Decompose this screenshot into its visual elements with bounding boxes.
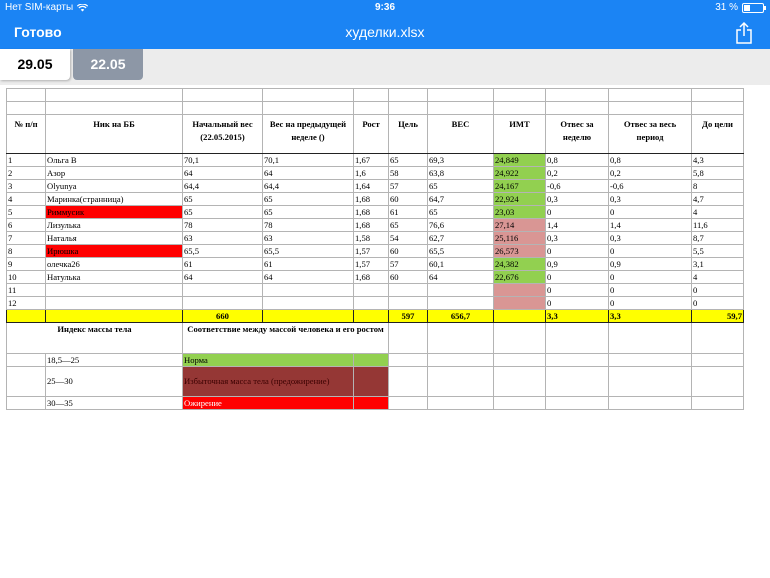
cell-bmi[interactable]: 24,167 xyxy=(494,180,546,193)
cell-goal[interactable]: 65 xyxy=(389,219,428,232)
cell-week[interactable]: 0,3 xyxy=(546,232,609,245)
cell-start[interactable]: 61 xyxy=(183,258,263,271)
table-row xyxy=(7,180,744,193)
cell-height[interactable]: 1,64 xyxy=(354,180,389,193)
empty-cell[interactable] xyxy=(609,323,692,354)
legend-color-fill[interactable] xyxy=(354,397,389,410)
table-row xyxy=(7,271,744,284)
cell-prev[interactable]: 64 xyxy=(263,271,354,284)
cell-week[interactable]: 0,8 xyxy=(546,154,609,167)
col-header-height: Рост xyxy=(354,115,389,154)
cell-prev[interactable]: 64,4 xyxy=(263,180,354,193)
col-header-goal: Цель xyxy=(389,115,428,154)
cell-height[interactable]: 1,6 xyxy=(354,167,389,180)
col-header-nick: Ник на ББ xyxy=(46,115,183,154)
cell-week[interactable]: 0,2 xyxy=(546,167,609,180)
empty-cell[interactable] xyxy=(546,397,609,410)
cell-to_goal[interactable]: 0 xyxy=(692,297,744,310)
empty-cell[interactable] xyxy=(546,323,609,354)
total-start[interactable]: 660 xyxy=(183,310,263,323)
cell-start[interactable]: 64 xyxy=(183,271,263,284)
cell-num[interactable]: 12 xyxy=(7,297,46,310)
cell-goal[interactable] xyxy=(389,284,428,297)
cell-start[interactable]: 64 xyxy=(183,167,263,180)
total-to_goal[interactable]: 59,7 xyxy=(692,310,744,323)
cell-weight[interactable]: 65,5 xyxy=(428,245,494,258)
cell-nick[interactable]: Натулька xyxy=(46,271,183,284)
cell-bmi[interactable]: 24,922 xyxy=(494,167,546,180)
empty-cell[interactable] xyxy=(692,354,744,367)
legend-range-value[interactable]: 18,5—25 xyxy=(46,354,183,367)
cell-start[interactable] xyxy=(183,284,263,297)
sheet-tab-29-05[interactable]: 29.05 xyxy=(0,49,70,80)
cell-num[interactable]: 11 xyxy=(7,284,46,297)
share-icon xyxy=(733,21,755,45)
cell-nick[interactable] xyxy=(46,297,183,310)
total-bmi[interactable] xyxy=(494,310,546,323)
cell-goal[interactable]: 57 xyxy=(389,180,428,193)
cell-total[interactable]: 0,3 xyxy=(609,193,692,206)
cell-prev[interactable]: 64 xyxy=(263,167,354,180)
cell-total[interactable]: 0 xyxy=(609,284,692,297)
col-header-num: № п/п xyxy=(7,115,46,154)
cell-prev[interactable] xyxy=(263,297,354,310)
battery-status xyxy=(715,2,764,13)
cell-start[interactable]: 78 xyxy=(183,219,263,232)
cell-to_goal[interactable]: 4 xyxy=(692,271,744,284)
cell-total[interactable]: 0 xyxy=(609,271,692,284)
cell-weight[interactable] xyxy=(428,297,494,310)
header-row xyxy=(7,115,744,154)
table-row xyxy=(7,245,744,258)
empty-cell[interactable] xyxy=(494,354,546,367)
cell-prev[interactable]: 65,5 xyxy=(263,245,354,258)
cell-num[interactable]: 3 xyxy=(7,180,46,193)
legend-row xyxy=(7,367,744,397)
status-bar xyxy=(0,0,770,17)
empty-cell[interactable] xyxy=(546,367,609,397)
total-week[interactable]: 3,3 xyxy=(546,310,609,323)
legend-row xyxy=(7,397,744,410)
battery-icon xyxy=(742,3,764,13)
cell-week[interactable]: 0,9 xyxy=(546,258,609,271)
legend-color-fill[interactable] xyxy=(354,367,389,397)
cell-height[interactable]: 1,68 xyxy=(354,219,389,232)
legend-corr-title[interactable]: Соответствие между массой человека и его ростом xyxy=(183,323,389,354)
cell-total[interactable]: 0 xyxy=(609,297,692,310)
cell-week[interactable]: -0,6 xyxy=(546,180,609,193)
sheet-tab-22-05[interactable]: 22.05 xyxy=(73,49,143,80)
cell-prev[interactable]: 61 xyxy=(263,258,354,271)
empty-cell[interactable] xyxy=(494,367,546,397)
cell-start[interactable] xyxy=(183,297,263,310)
cell-goal[interactable] xyxy=(389,297,428,310)
cell-weight[interactable]: 69,3 xyxy=(428,154,494,167)
cell-weight[interactable]: 60,1 xyxy=(428,258,494,271)
cell-height[interactable] xyxy=(354,284,389,297)
total-prev[interactable] xyxy=(263,310,354,323)
empty-cell[interactable] xyxy=(692,367,744,397)
cell-bmi[interactable]: 22,924 xyxy=(494,193,546,206)
nav-bar xyxy=(0,17,770,49)
cell-weight[interactable]: 65 xyxy=(428,180,494,193)
cell-to_goal[interactable]: 4,3 xyxy=(692,154,744,167)
cell-num[interactable]: 9 xyxy=(7,258,46,271)
cell-bmi[interactable] xyxy=(494,284,546,297)
cell-goal[interactable]: 58 xyxy=(389,167,428,180)
cell-nick[interactable]: олечка26 xyxy=(46,258,183,271)
cell-nick[interactable]: Ирюшка xyxy=(46,245,183,258)
legend-label[interactable]: Ожирение xyxy=(183,397,354,410)
cell-height[interactable]: 1,57 xyxy=(354,245,389,258)
cell-to_goal[interactable]: 5,8 xyxy=(692,167,744,180)
table-row xyxy=(7,284,744,297)
legend-label[interactable]: Норма xyxy=(183,354,354,367)
empty-cell[interactable] xyxy=(609,354,692,367)
cell-bmi[interactable]: 22,676 xyxy=(494,271,546,284)
cell-height[interactable]: 1,68 xyxy=(354,271,389,284)
cell-nick[interactable]: Азор xyxy=(46,167,183,180)
table-row xyxy=(7,258,744,271)
cell-to_goal[interactable]: 8 xyxy=(692,180,744,193)
cell-start[interactable]: 65 xyxy=(183,206,263,219)
document-title: худелки.xlsx xyxy=(345,24,425,40)
table-row xyxy=(7,219,744,232)
cell-nick[interactable]: Ольга В xyxy=(46,154,183,167)
col-header-start-weight: Начальный вес (22.05.2015) xyxy=(183,115,263,154)
empty-row xyxy=(7,89,744,102)
col-header-bmi: ИМТ xyxy=(494,115,546,154)
table-row xyxy=(7,193,744,206)
cell-week[interactable]: 0 xyxy=(546,271,609,284)
cell-weight[interactable]: 76,6 xyxy=(428,219,494,232)
col-header-total-loss: Отвес за весь период xyxy=(609,115,692,154)
cell-goal[interactable]: 61 xyxy=(389,206,428,219)
empty-cell[interactable] xyxy=(428,397,494,410)
legend-header-row xyxy=(7,323,744,354)
cell-prev[interactable]: 63 xyxy=(263,232,354,245)
total-nick[interactable] xyxy=(46,310,183,323)
cell-week[interactable]: 0,3 xyxy=(546,193,609,206)
col-header-weight: ВЕС xyxy=(428,115,494,154)
cell-num[interactable]: 10 xyxy=(7,271,46,284)
cell-bmi[interactable]: 27,14 xyxy=(494,219,546,232)
cell-goal[interactable]: 65 xyxy=(389,154,428,167)
empty-cell[interactable] xyxy=(389,323,428,354)
total-height[interactable] xyxy=(354,310,389,323)
cell-weight[interactable]: 62,7 xyxy=(428,232,494,245)
table-row xyxy=(7,167,744,180)
legend-color-fill[interactable] xyxy=(354,354,389,367)
cell-to_goal[interactable]: 0 xyxy=(692,284,744,297)
cell-num[interactable]: 7 xyxy=(7,232,46,245)
cell-nick[interactable]: Наталья xyxy=(46,232,183,245)
empty-cell[interactable] xyxy=(494,397,546,410)
cell-to_goal[interactable]: 4 xyxy=(692,206,744,219)
cell-height[interactable]: 1,58 xyxy=(354,232,389,245)
table-row xyxy=(7,297,744,310)
cell-to_goal[interactable]: 3,1 xyxy=(692,258,744,271)
col-header-to-goal: До цели xyxy=(692,115,744,154)
empty-cell[interactable] xyxy=(428,323,494,354)
cell-total[interactable]: 0,3 xyxy=(609,232,692,245)
legend-range[interactable] xyxy=(7,397,46,410)
cell-week[interactable]: 0 xyxy=(546,284,609,297)
cell-num[interactable]: 4 xyxy=(7,193,46,206)
cell-num[interactable]: 1 xyxy=(7,154,46,167)
cell-prev[interactable]: 65 xyxy=(263,206,354,219)
cell-num[interactable]: 6 xyxy=(7,219,46,232)
cell-weight[interactable]: 63,8 xyxy=(428,167,494,180)
cell-week[interactable]: 0 xyxy=(546,245,609,258)
cell-week[interactable]: 0 xyxy=(546,297,609,310)
cell-nick[interactable]: Риммусик xyxy=(46,206,183,219)
battery-fill xyxy=(744,5,750,11)
cell-start[interactable]: 65 xyxy=(183,193,263,206)
cell-total[interactable]: 1,4 xyxy=(609,219,692,232)
done-button[interactable]: Готово xyxy=(14,24,62,40)
empty-cell[interactable] xyxy=(389,397,428,410)
cell-weight[interactable]: 64,7 xyxy=(428,193,494,206)
cell-start[interactable]: 65,5 xyxy=(183,245,263,258)
clock: 9:36 xyxy=(374,2,395,13)
sheet-tab-bar xyxy=(0,49,770,85)
cell-start[interactable]: 64,4 xyxy=(183,180,263,193)
cell-prev[interactable] xyxy=(263,284,354,297)
cell-total[interactable]: 0,8 xyxy=(609,154,692,167)
cell-goal[interactable]: 60 xyxy=(389,245,428,258)
empty-cell[interactable] xyxy=(428,367,494,397)
cell-height[interactable]: 1,68 xyxy=(354,206,389,219)
spreadsheet xyxy=(6,88,744,410)
cell-weight[interactable] xyxy=(428,284,494,297)
cell-week[interactable]: 1,4 xyxy=(546,219,609,232)
cell-bmi[interactable]: 24,382 xyxy=(494,258,546,271)
cell-weight[interactable]: 64 xyxy=(428,271,494,284)
empty-cell[interactable] xyxy=(428,354,494,367)
cell-total[interactable]: 0,2 xyxy=(609,167,692,180)
cell-total[interactable]: 0 xyxy=(609,245,692,258)
table-row xyxy=(7,154,744,167)
cell-nick[interactable]: Лизулька xyxy=(46,219,183,232)
empty-row xyxy=(7,102,744,115)
data-table xyxy=(6,88,744,410)
empty-cell[interactable] xyxy=(546,354,609,367)
legend-range-value[interactable]: 25—30 xyxy=(46,367,183,397)
cell-bmi[interactable]: 26,573 xyxy=(494,245,546,258)
cell-goal[interactable]: 60 xyxy=(389,193,428,206)
cell-week[interactable]: 0 xyxy=(546,206,609,219)
total-goal[interactable]: 597 xyxy=(389,310,428,323)
cell-height[interactable]: 1,57 xyxy=(354,258,389,271)
cell-num[interactable]: 8 xyxy=(7,245,46,258)
cell-bmi[interactable]: 24,849 xyxy=(494,154,546,167)
cell-nick[interactable]: Маринка(странница) xyxy=(46,193,183,206)
cell-to_goal[interactable]: 4,7 xyxy=(692,193,744,206)
cell-nick[interactable] xyxy=(46,284,183,297)
cell-num[interactable]: 5 xyxy=(7,206,46,219)
col-header-prev-weight: Вес на предыдущей неделе () xyxy=(263,115,354,154)
cell-weight[interactable]: 65 xyxy=(428,206,494,219)
cell-start[interactable]: 70,1 xyxy=(183,154,263,167)
col-header-week-loss: Отвес за неделю xyxy=(546,115,609,154)
cell-total[interactable]: -0,6 xyxy=(609,180,692,193)
table-row xyxy=(7,232,744,245)
empty-cell[interactable] xyxy=(692,397,744,410)
empty-cell[interactable] xyxy=(389,367,428,397)
cell-prev[interactable]: 78 xyxy=(263,219,354,232)
cell-height[interactable]: 1,67 xyxy=(354,154,389,167)
legend-range-value[interactable]: 30—35 xyxy=(46,397,183,410)
cell-to_goal[interactable]: 11,6 xyxy=(692,219,744,232)
cell-prev[interactable]: 65 xyxy=(263,193,354,206)
battery-percent: 31 % xyxy=(715,2,738,13)
cell-total[interactable]: 0,9 xyxy=(609,258,692,271)
cell-prev[interactable]: 70,1 xyxy=(263,154,354,167)
cell-height[interactable] xyxy=(354,297,389,310)
total-total[interactable]: 3,3 xyxy=(609,310,692,323)
total-num[interactable] xyxy=(7,310,46,323)
legend-range[interactable] xyxy=(7,354,46,367)
total-weight[interactable]: 656,7 xyxy=(428,310,494,323)
cell-to_goal[interactable]: 5,5 xyxy=(692,245,744,258)
cell-bmi[interactable]: 25,116 xyxy=(494,232,546,245)
legend-index-title[interactable]: Индекс массы тела xyxy=(7,323,183,354)
cell-total[interactable]: 0 xyxy=(609,206,692,219)
empty-cell[interactable] xyxy=(389,354,428,367)
carrier-label: Нет SIM-карты xyxy=(5,2,74,13)
empty-cell[interactable] xyxy=(494,323,546,354)
cell-num[interactable]: 2 xyxy=(7,167,46,180)
cell-height[interactable]: 1,68 xyxy=(354,193,389,206)
table-row xyxy=(7,206,744,219)
cell-to_goal[interactable]: 8,7 xyxy=(692,232,744,245)
totals-row xyxy=(7,310,744,323)
cell-start[interactable]: 63 xyxy=(183,232,263,245)
cell-goal[interactable]: 57 xyxy=(389,258,428,271)
cell-nick[interactable]: Olyunya xyxy=(46,180,183,193)
legend-range[interactable] xyxy=(7,367,46,397)
cell-goal[interactable]: 54 xyxy=(389,232,428,245)
cell-goal[interactable]: 60 xyxy=(389,271,428,284)
cell-bmi[interactable] xyxy=(494,297,546,310)
empty-cell[interactable] xyxy=(609,397,692,410)
empty-cell[interactable] xyxy=(609,367,692,397)
share-button[interactable] xyxy=(733,21,755,45)
empty-cell[interactable] xyxy=(692,323,744,354)
cell-bmi[interactable]: 23,03 xyxy=(494,206,546,219)
legend-label[interactable]: Избыточная масса тела (предожирение) xyxy=(183,367,354,397)
legend-row xyxy=(7,354,744,367)
